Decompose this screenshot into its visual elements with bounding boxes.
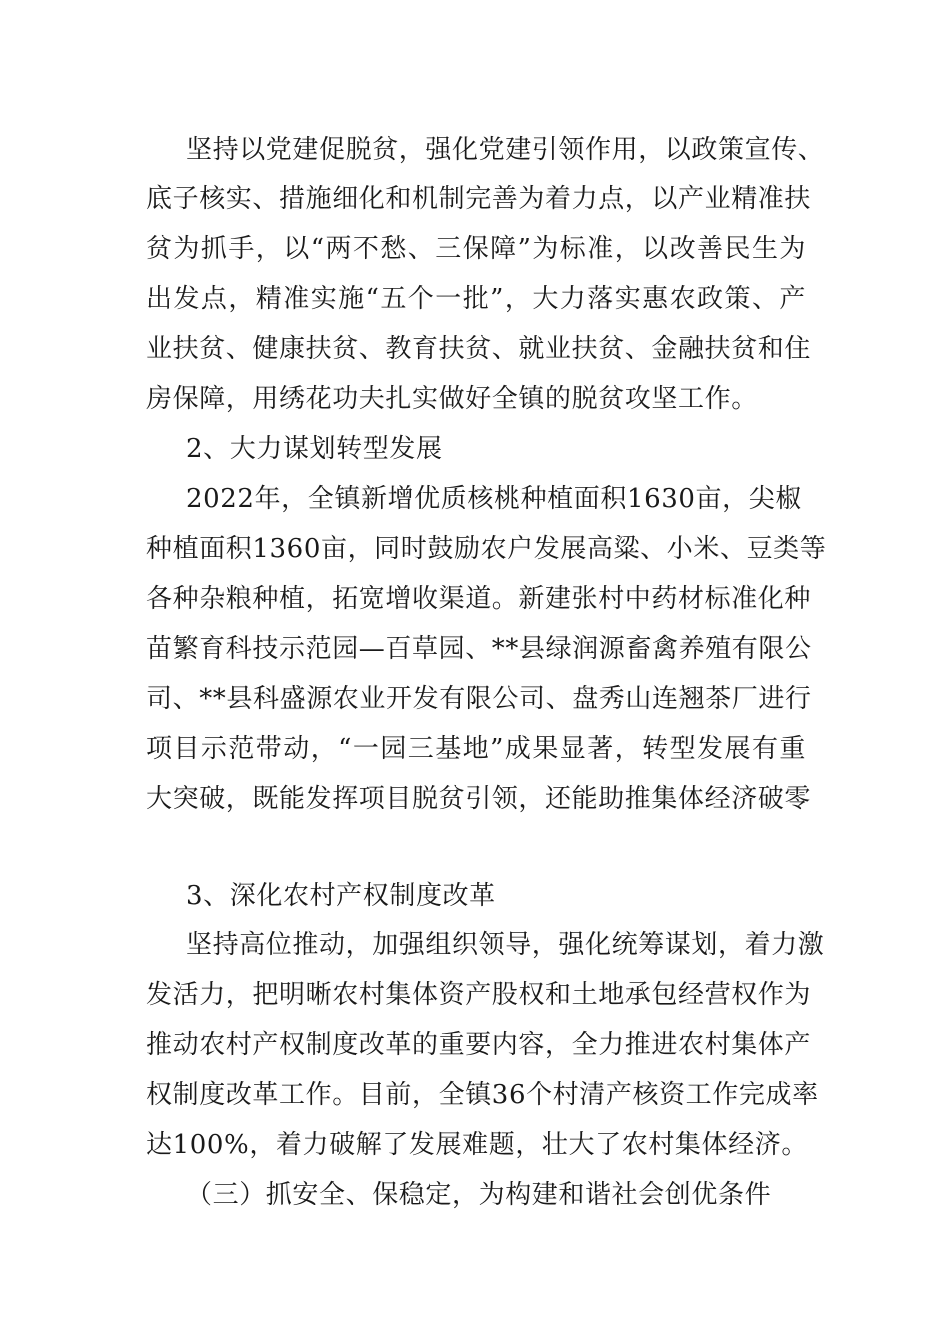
paragraph-1-line-6: 房保障，用绣花功夫扎实做好全镇的脱贫攻坚工作。: [146, 384, 758, 414]
section-heading-3: 3、深化农村产权制度改革: [186, 881, 496, 911]
paragraph-2-line-6: 项目示范带动，“一园三基地”成果显著，转型发展有重: [146, 734, 806, 764]
paragraph-3-line-3: 推动农村产权制度改革的重要内容，全力推进农村集体产: [146, 1030, 812, 1060]
paragraph-2-line-2: 种植面积1360亩，同时鼓励农户发展高粱、小米、豆类等: [146, 534, 827, 564]
paragraph-3-line-2: 发活力，把明晰农村集体资产股权和土地承包经营权作为: [146, 980, 812, 1010]
paragraph-1-line-1: 坚持以党建促脱贫，强化党建引领作用，以政策宣传、: [186, 135, 825, 165]
paragraph-1-line-3: 贫为抓手，以“两不愁、三保障”为标准，以改善民生为: [146, 234, 806, 264]
paragraph-1-line-4: 出发点，精准实施“五个一批”，大力落实惠农政策、产: [146, 284, 806, 314]
paragraph-2-line-5: 司、**县科盛源农业开发有限公司、盘秀山连翘茶厂进行: [146, 684, 812, 714]
paragraph-1-line-5: 业扶贫、健康扶贫、教育扶贫、就业扶贫、金融扶贫和住: [146, 334, 812, 364]
section-heading-three: （三）抓安全、保稳定，为构建和谐社会创优条件: [186, 1180, 772, 1210]
paragraph-2-line-4: 苗繁育科技示范园—百草园、**县绿润源畜禽养殖有限公: [146, 634, 812, 664]
paragraph-3-line-1: 坚持高位推动，加强组织领导，强化统筹谋划，着力激: [186, 930, 825, 960]
paragraph-3-line-4: 权制度改革工作。目前，全镇36个村清产核资工作完成率: [146, 1080, 819, 1110]
section-heading-2: 2、大力谋划转型发展: [186, 434, 443, 464]
paragraph-2-line-1: 2022年，全镇新增优质核桃种植面积1630亩，尖椒: [186, 484, 802, 514]
paragraph-2-line-7: 大突破，既能发挥项目脱贫引领，还能助推集体经济破零: [146, 784, 812, 814]
paragraph-3-line-5: 达100%，着力破解了发展难题，壮大了农村集体经济。: [146, 1130, 808, 1160]
paragraph-2-line-3: 各种杂粮种植，拓宽增收渠道。新建张村中药材标准化种: [146, 584, 812, 614]
paragraph-1-line-2: 底子核实、措施细化和机制完善为着力点，以产业精准扶: [146, 184, 812, 214]
